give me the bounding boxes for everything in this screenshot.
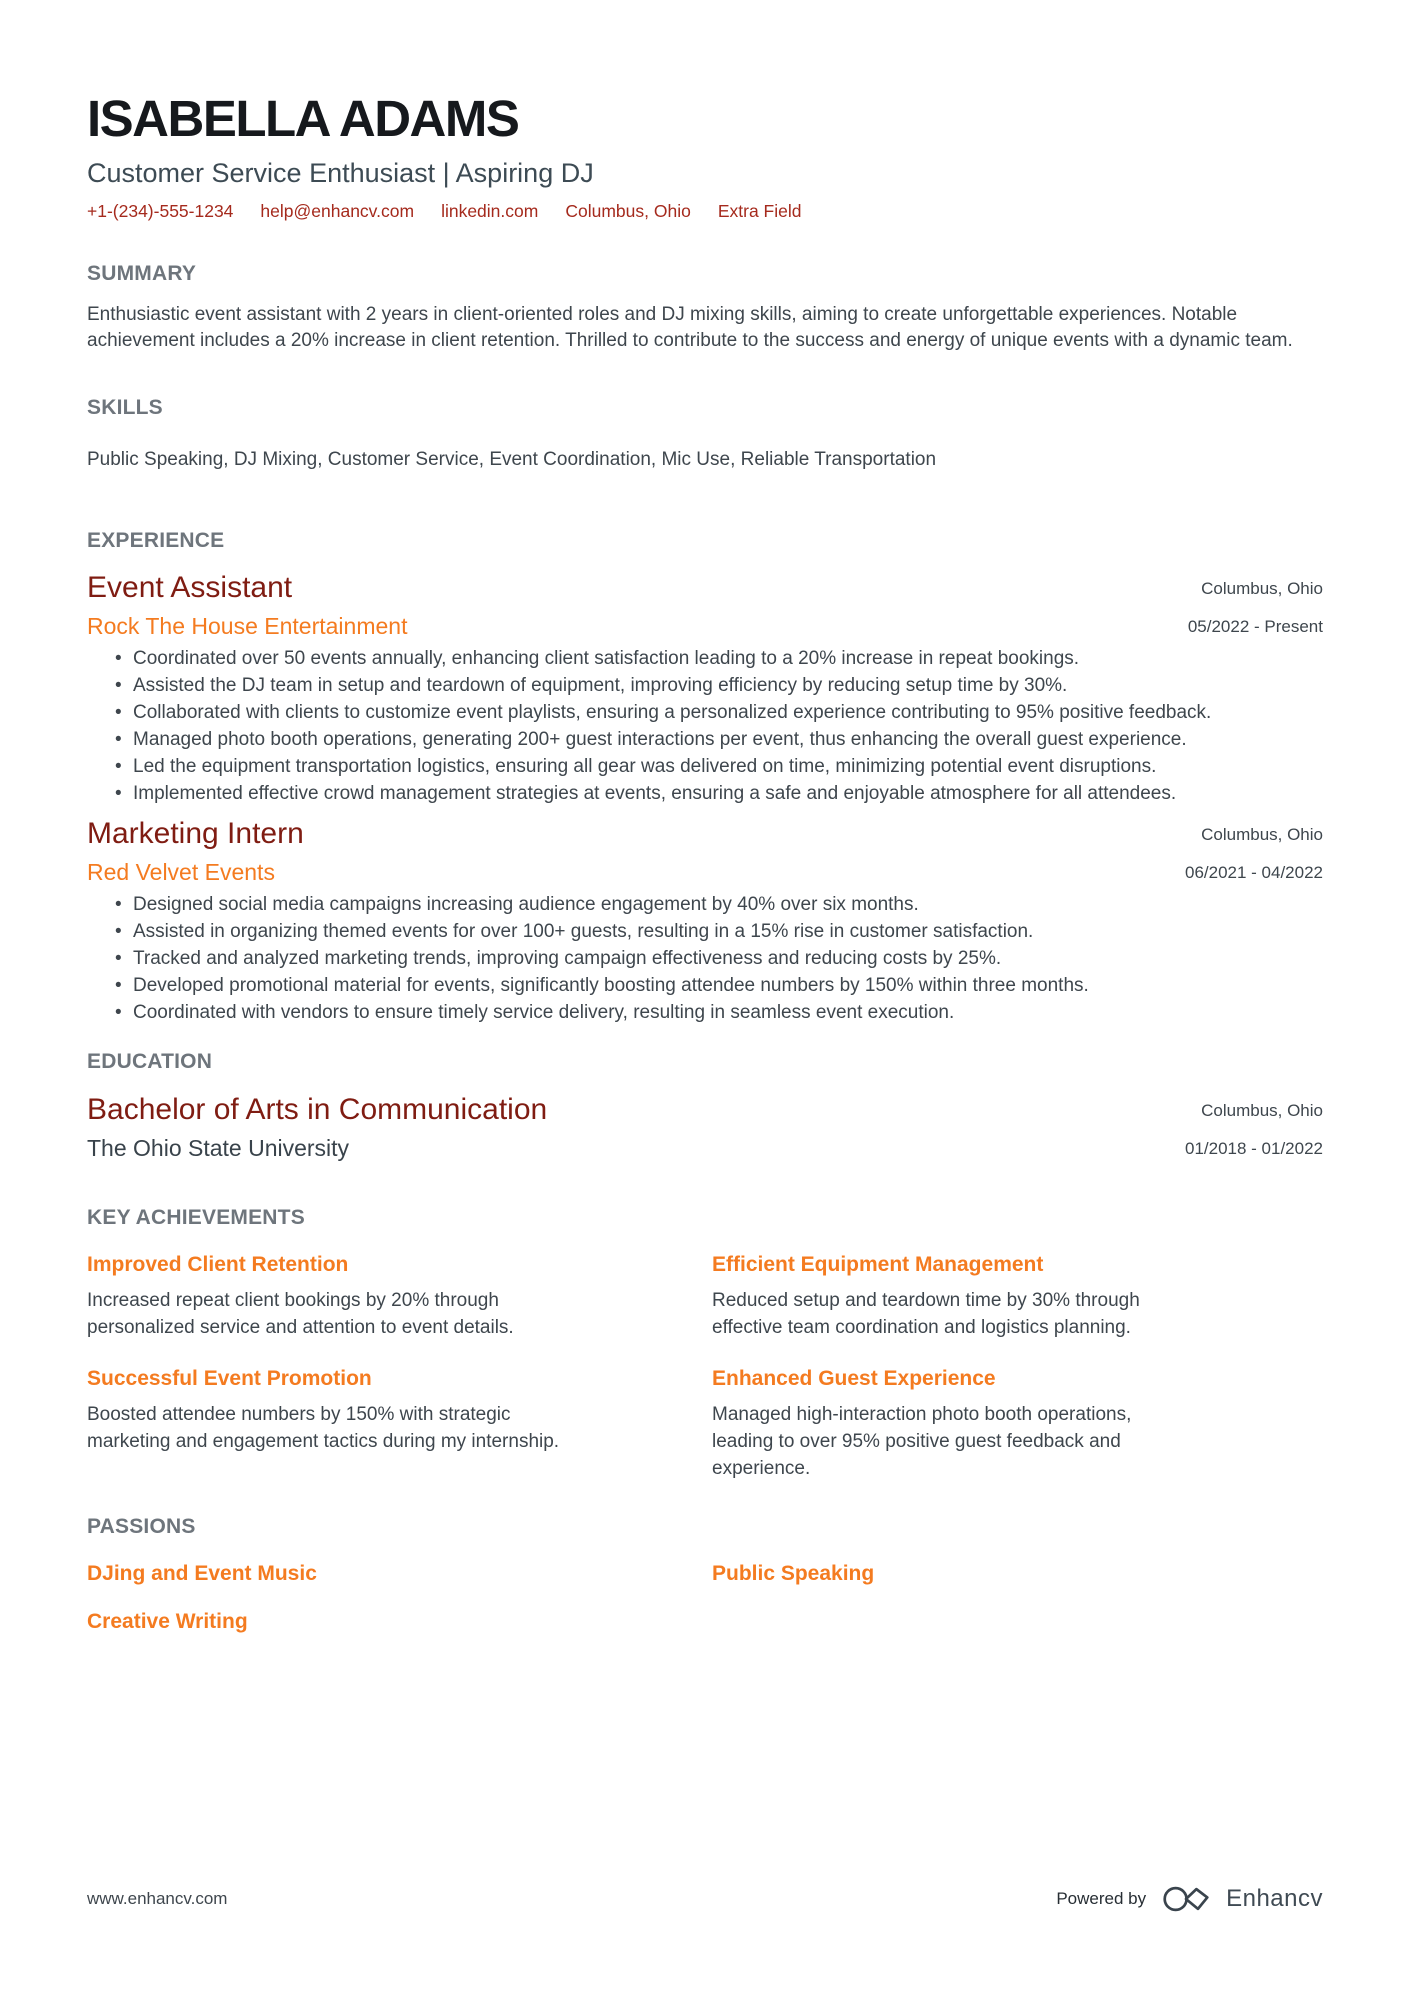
bullet-item: • Assisted in organizing themed events for over 100+ guests, resulting in a 15% rise in customer satisfaction. [87,918,1323,945]
education-section [87,1050,1323,1161]
job-company: Red Velvet Events [87,858,275,885]
bullet-item: • Implemented effective crowd management strategies at events, ensuring a safe and enjoyable atmosphere for all attendees. [87,780,1323,807]
job-entry [87,571,1323,807]
achievement-item [712,1253,1323,1341]
job-location: Columbus, Ohio [1201,824,1323,844]
job-title: Marketing Intern [87,816,304,850]
contact-location: Columbus, Ohio [565,201,691,222]
achievement-title: Improved Client Retention [87,1252,349,1276]
education-heading: EDUCATION [87,1049,213,1073]
passions-heading: PASSIONS [87,1514,196,1538]
education-entry-header [87,1093,1323,1161]
contact-extra-field: Extra Field [717,201,802,222]
powered-by-block [1056,1883,1323,1915]
education-dates: 01/2018 - 01/2022 [1184,1138,1323,1158]
experience-heading: EXPERIENCE [87,529,225,553]
passion-item: Creative Writing [87,1609,248,1633]
job-bullet-list [87,891,1323,1026]
achievement-text: Reduced setup and teardown time by 30% through effective team coordination and logistics planning. [712,1289,1140,1338]
bullet-item: • Developed promotional material for events, significantly boosting attendee numbers by 150% within three months. [87,972,1323,999]
summary-text: Enthusiastic event assistant with 2 years in client-oriented roles and DJ mixing skills, aiming to create unforgettable experiences. Notable achievement includes a 20% increase in client retention. Thrilled to contribute to the success and energy of unique events with a dynamic team. [87,304,1293,352]
bullet-item: • Coordinated with vendors to ensure timely service delivery, resulting in seamless event execution. [87,999,1323,1026]
job-title-block [87,817,304,885]
bullet-item: • Coordinated over 50 events annually, enhancing client satisfaction leading to a 20% increase in repeat bookings. [87,645,1323,672]
job-entry-header [87,817,1323,885]
passion-item: DJing and Event Music [87,1561,317,1585]
achievement-item [87,1253,712,1341]
contact-phone[interactable]: +1-(234)-555-1234 [87,201,234,222]
passions-grid [87,1562,1323,1634]
achievement-text: Managed high-interaction photo booth operations, leading to over 95% positive guest feedback and experience. [712,1403,1132,1479]
degree-title: Bachelor of Arts in Communication [87,1092,548,1126]
experience-section [87,529,1323,1025]
achievements-heading: KEY ACHIEVEMENTS [87,1205,305,1229]
achievement-item [712,1367,1323,1482]
summary-heading: SUMMARY [87,262,197,286]
contact-linkedin[interactable]: linkedin.com [441,201,539,222]
job-meta [1188,571,1323,637]
achievement-item [87,1367,712,1482]
enhancv-logo-icon [1159,1883,1213,1915]
education-title-block [87,1093,547,1161]
bullet-item: • Collaborated with clients to customize event playlists, ensuring a personalized experience contributing to 95% positive feedback. [87,699,1323,726]
person-name: ISABELLA ADAMS [87,90,519,147]
job-dates: 05/2022 - Present [1187,616,1323,636]
job-title: Event Assistant [87,570,293,604]
powered-by-label: Powered by [1056,1889,1147,1908]
achievement-text: Boosted attendee numbers by 150% with strategic marketing and engagement tactics during my internship. [87,1403,560,1452]
contact-email[interactable]: help@enhancv.com [260,201,415,222]
resume-header [87,92,1323,222]
job-entry [87,817,1323,1026]
bullet-item: • Assisted the DJ team in setup and teardown of equipment, improving efficiency by reducing setup time by 30%. [87,672,1323,699]
school-name: The Ohio State University [87,1134,350,1161]
achievement-text: Increased repeat client bookings by 20% through personalized service and attention to event details. [87,1289,514,1338]
achievement-title: Enhanced Guest Experience [712,1366,996,1390]
key-achievements-section [87,1206,1323,1482]
job-bullet-list [87,645,1323,807]
passion-item: Public Speaking [712,1561,875,1585]
job-title-block [87,571,407,639]
job-meta [1185,817,1323,883]
enhancv-brand-name: Enhancv [1226,1885,1323,1912]
job-dates: 06/2021 - 04/2022 [1184,862,1323,882]
education-location: Columbus, Ohio [1201,1100,1323,1120]
bullet-item: • Managed photo booth operations, generating 200+ guest interactions per event, thus enhancing the overall guest experience. [87,726,1323,753]
bullet-item: • Tracked and analyzed marketing trends, improving campaign effectiveness and reducing costs by 25%. [87,945,1323,972]
bullet-item: • Led the equipment transportation logistics, ensuring all gear was delivered on time, minimizing potential event disruptions. [87,753,1323,780]
job-company: Rock The House Entertainment [87,612,408,639]
headline: Customer Service Enthusiast | Aspiring DJ [87,157,594,188]
skills-heading: SKILLS [87,396,163,420]
page-footer [87,1883,1323,1995]
education-meta [1185,1093,1323,1159]
bullet-item: • Designed social media campaigns increasing audience engagement by 40% over six months. [87,891,1323,918]
skills-section [87,396,1323,473]
skills-list: Public Speaking, DJ Mixing, Customer Service, Event Coordination, Mic Use, Reliable Transportation [87,449,937,471]
achievement-title: Efficient Equipment Management [712,1252,1044,1276]
achievements-grid [87,1253,1323,1482]
job-location: Columbus, Ohio [1201,578,1323,598]
enhancv-website-link[interactable]: www.enhancv.com [87,1889,228,1908]
job-entry-header [87,571,1323,639]
achievement-title: Successful Event Promotion [87,1366,372,1390]
contact-row [87,201,1323,222]
passions-section [87,1515,1323,1634]
summary-section [87,262,1323,354]
